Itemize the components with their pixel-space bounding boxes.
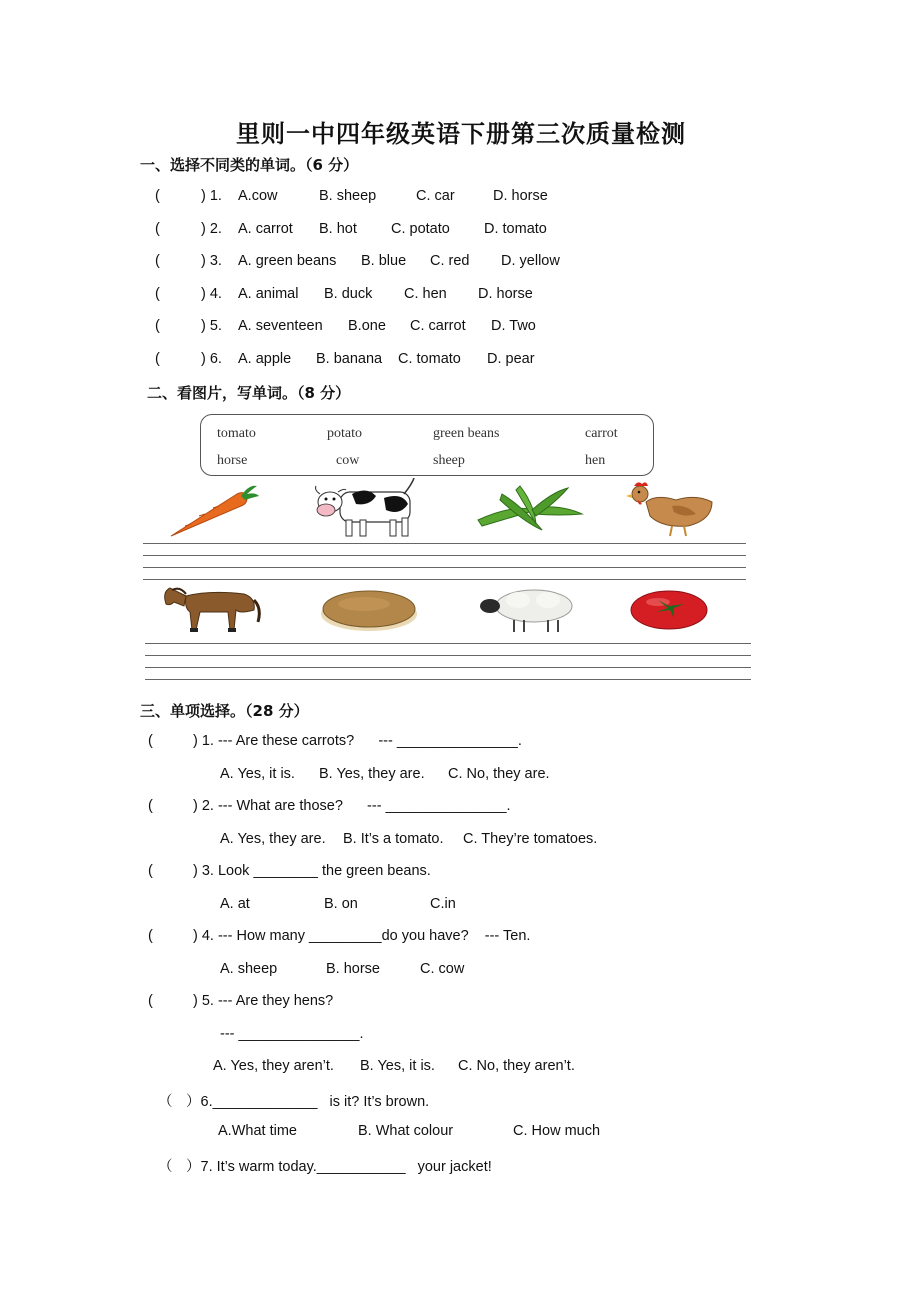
word-bank-box (200, 414, 654, 476)
answer-paren: （ (158, 1159, 173, 1175)
option-c: C.in (430, 896, 456, 912)
writing-line (145, 643, 751, 644)
word-bank-item: potato (327, 426, 362, 441)
option-b: B.one (348, 318, 386, 334)
cow-picture (312, 478, 420, 540)
answer-paren: ( (148, 993, 153, 1009)
question-number: ) 6. (201, 351, 222, 367)
green-beans-picture (472, 480, 584, 536)
question-number: ) 5. (201, 318, 222, 334)
potato-picture (318, 584, 420, 634)
section1-heading: 一、选择不同类的单词。（6 分） (140, 156, 359, 174)
option-a: A. at (220, 896, 250, 912)
option-b: B. banana (316, 351, 383, 367)
option-b: B. It’s a tomato. (343, 831, 444, 847)
writing-line (145, 655, 751, 656)
answer-paren: ( (148, 928, 153, 944)
option-a: A. carrot (238, 221, 293, 237)
sheep-picture (478, 586, 576, 634)
answer-paren: ( (155, 253, 160, 269)
option-b: B. Yes, it is. (360, 1058, 435, 1074)
writing-line (143, 543, 746, 544)
option-b: B. horse (326, 961, 380, 977)
word-bank-item: cow (336, 453, 360, 468)
tomato-picture (628, 586, 710, 632)
answer-paren: ( (155, 351, 160, 367)
word-bank-item: hen (585, 453, 606, 468)
word-bank-item: sheep (433, 453, 465, 468)
option-b: B. What colour (358, 1123, 454, 1139)
option-c: C. carrot (410, 318, 466, 334)
option-c: C. cow (420, 961, 465, 977)
question-stem: ) 1. --- Are these carrots? --- _______________. (193, 733, 522, 749)
option-a: A. apple (238, 351, 292, 367)
option-c: C. How much (513, 1123, 601, 1139)
option-a: A. Yes, they are. (220, 831, 326, 847)
option-a: A. sheep (220, 961, 278, 977)
option-a: A. animal (238, 286, 299, 302)
option-c: C. No, they are. (448, 766, 550, 782)
answer-paren: ( (155, 221, 160, 237)
option-a: A.What time (218, 1123, 297, 1139)
option-a: A. green beans (238, 253, 337, 269)
answer-paren: ( (155, 188, 160, 204)
option-b: B. duck (324, 286, 373, 302)
writing-line (143, 555, 746, 556)
word-bank-item: carrot (585, 426, 618, 441)
option-c: C. car (416, 188, 455, 204)
section2-heading: 二、看图片，写单词。（8 分） (147, 384, 351, 402)
word-bank-item: horse (217, 453, 248, 468)
answer-paren: ( (148, 863, 153, 879)
question-stem: ) 2. --- What are those? --- _______________. (193, 798, 511, 814)
option-b: B. Yes, they are. (319, 766, 425, 782)
question-stem: ) 5. --- Are they hens? (193, 993, 334, 1009)
question-number: ) 1. (201, 188, 222, 204)
answer-blank: --- _______________. (220, 1026, 364, 1042)
option-b: B. blue (361, 253, 407, 269)
question-number: ) 2. (201, 221, 222, 237)
option-a: A.cow (238, 188, 278, 204)
question-stem: ) 3. Look ________ the green beans. (193, 863, 431, 879)
hen-picture (626, 480, 718, 538)
writing-line (143, 567, 746, 568)
option-d: D. horse (478, 286, 533, 302)
answer-paren: （ (158, 1094, 173, 1110)
section3-heading: 三、单项选择。（28 分） (140, 702, 309, 720)
word-bank-item: green beans (433, 426, 500, 441)
question-number: ) 4. (201, 286, 222, 302)
option-b: B. sheep (319, 188, 377, 204)
answer-paren: ( (155, 318, 160, 334)
option-a: A. Yes, they aren’t. (213, 1058, 334, 1074)
question-stem: ）6._____________ is it? It’s brown. (186, 1094, 430, 1110)
question-number: ) 3. (201, 253, 222, 269)
question-stem: ）7. It’s warm today.___________ your jacket! (186, 1159, 492, 1175)
option-c: C. hen (404, 286, 447, 302)
word-bank-item: tomato (217, 426, 256, 441)
option-d: D. yellow (501, 253, 560, 269)
horse-picture (160, 582, 264, 634)
option-b: B. on (324, 896, 358, 912)
writing-line (145, 667, 751, 668)
option-d: D. horse (493, 188, 548, 204)
question-stem: ) 4. --- How many _________do you have? --- Ten. (193, 928, 531, 944)
option-d: D. Two (491, 318, 536, 334)
option-a: A. seventeen (238, 318, 323, 334)
option-b: B. hot (319, 221, 357, 237)
page-title: 里则一中四年级英语下册第三次质量检测 (236, 120, 686, 148)
option-a: A. Yes, it is. (220, 766, 295, 782)
writing-line (145, 679, 751, 680)
carrot-picture (165, 480, 260, 540)
answer-paren: ( (148, 798, 153, 814)
writing-line (143, 579, 746, 580)
option-c: C. No, they aren’t. (458, 1058, 575, 1074)
option-c: C. They’re tomatoes. (463, 831, 598, 847)
option-c: C. red (430, 253, 470, 269)
answer-paren: ( (148, 733, 153, 749)
option-c: C. tomato (398, 351, 461, 367)
answer-paren: ( (155, 286, 160, 302)
option-d: D. tomato (484, 221, 547, 237)
option-c: C. potato (391, 221, 450, 237)
option-d: D. pear (487, 351, 535, 367)
